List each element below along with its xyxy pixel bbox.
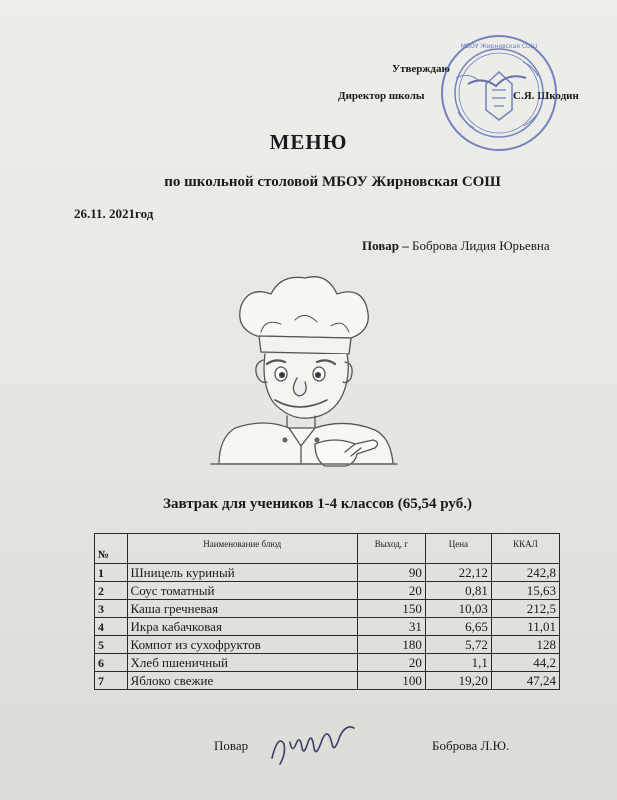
cook-line bbox=[362, 238, 550, 254]
dish-kcal: 242,8 bbox=[491, 564, 559, 582]
header-yield: Выход, г bbox=[357, 534, 425, 564]
dish-yield: 31 bbox=[357, 618, 425, 636]
approve-label: Утверждаю bbox=[392, 63, 450, 75]
row-number: 3 bbox=[95, 600, 128, 618]
header-number: № bbox=[95, 534, 128, 564]
dish-price: 22,12 bbox=[425, 564, 491, 582]
cook-label: Повар – bbox=[362, 238, 409, 253]
row-number: 6 bbox=[95, 654, 128, 672]
dish-yield: 150 bbox=[357, 600, 425, 618]
dish-price: 1,1 bbox=[425, 654, 491, 672]
page-title: МЕНЮ bbox=[269, 130, 348, 154]
page-subtitle: по школьной столовой МБОУ Жирновская СОШ bbox=[164, 174, 501, 190]
dish-name: Компот из сухофруктов bbox=[127, 636, 357, 654]
row-number: 4 bbox=[95, 618, 128, 636]
dish-yield: 100 bbox=[357, 672, 425, 690]
stamp-text: МБОУ Жирновская СОШ bbox=[460, 43, 538, 50]
cook-name: Боброва Лидия Юрьевна bbox=[412, 238, 550, 253]
dish-kcal: 11,01 bbox=[491, 618, 559, 636]
table-row bbox=[95, 672, 560, 690]
table-row bbox=[95, 600, 560, 618]
dish-price: 0,81 bbox=[425, 582, 491, 600]
footer-cook-label: Повар bbox=[214, 738, 249, 753]
row-number: 5 bbox=[95, 636, 128, 654]
dish-price: 19,20 bbox=[425, 672, 491, 690]
dish-name: Яблоко свежие bbox=[127, 672, 357, 690]
meal-title: Завтрак для учеников 1-4 классов (65,54 руб.) bbox=[163, 496, 472, 512]
table-header-row bbox=[95, 534, 560, 564]
table-row bbox=[95, 618, 560, 636]
dish-name: Каша гречневая bbox=[127, 600, 357, 618]
table-row bbox=[95, 654, 560, 672]
dish-name: Соус томатный bbox=[127, 582, 357, 600]
footer-cook-name: Боброва Л.Ю. bbox=[432, 738, 510, 753]
dish-name: Хлеб пшеничный bbox=[127, 654, 357, 672]
dish-kcal: 47,24 bbox=[491, 672, 559, 690]
menu-table bbox=[94, 533, 560, 690]
dish-name: Шницель куриный bbox=[127, 564, 357, 582]
dish-yield: 20 bbox=[357, 582, 425, 600]
table-row bbox=[95, 636, 560, 654]
dish-kcal: 15,63 bbox=[491, 582, 559, 600]
header-dish: Наименование блюд bbox=[127, 534, 357, 564]
dish-price: 5,72 bbox=[425, 636, 491, 654]
header-kcal: ККАЛ bbox=[491, 534, 559, 564]
table-row bbox=[95, 582, 560, 600]
row-number: 2 bbox=[95, 582, 128, 600]
dish-yield: 180 bbox=[357, 636, 425, 654]
director-label: Директор школы bbox=[338, 90, 425, 102]
table-row bbox=[95, 564, 560, 582]
row-number: 1 bbox=[95, 564, 128, 582]
dish-kcal: 128 bbox=[491, 636, 559, 654]
menu-date: 26.11. 2021год bbox=[74, 206, 154, 221]
dish-kcal: 212,5 bbox=[491, 600, 559, 618]
cook-signature bbox=[268, 714, 358, 770]
dish-name: Икра кабачковая bbox=[127, 618, 357, 636]
chef-illustration bbox=[205, 268, 400, 483]
dish-yield: 20 bbox=[357, 654, 425, 672]
header-price: Цена bbox=[425, 534, 491, 564]
dish-price: 10,03 bbox=[425, 600, 491, 618]
dish-yield: 90 bbox=[357, 564, 425, 582]
dish-kcal: 44,2 bbox=[491, 654, 559, 672]
row-number: 7 bbox=[95, 672, 128, 690]
dish-price: 6,65 bbox=[425, 618, 491, 636]
director-name: С.Я. Шкодин bbox=[513, 90, 579, 102]
